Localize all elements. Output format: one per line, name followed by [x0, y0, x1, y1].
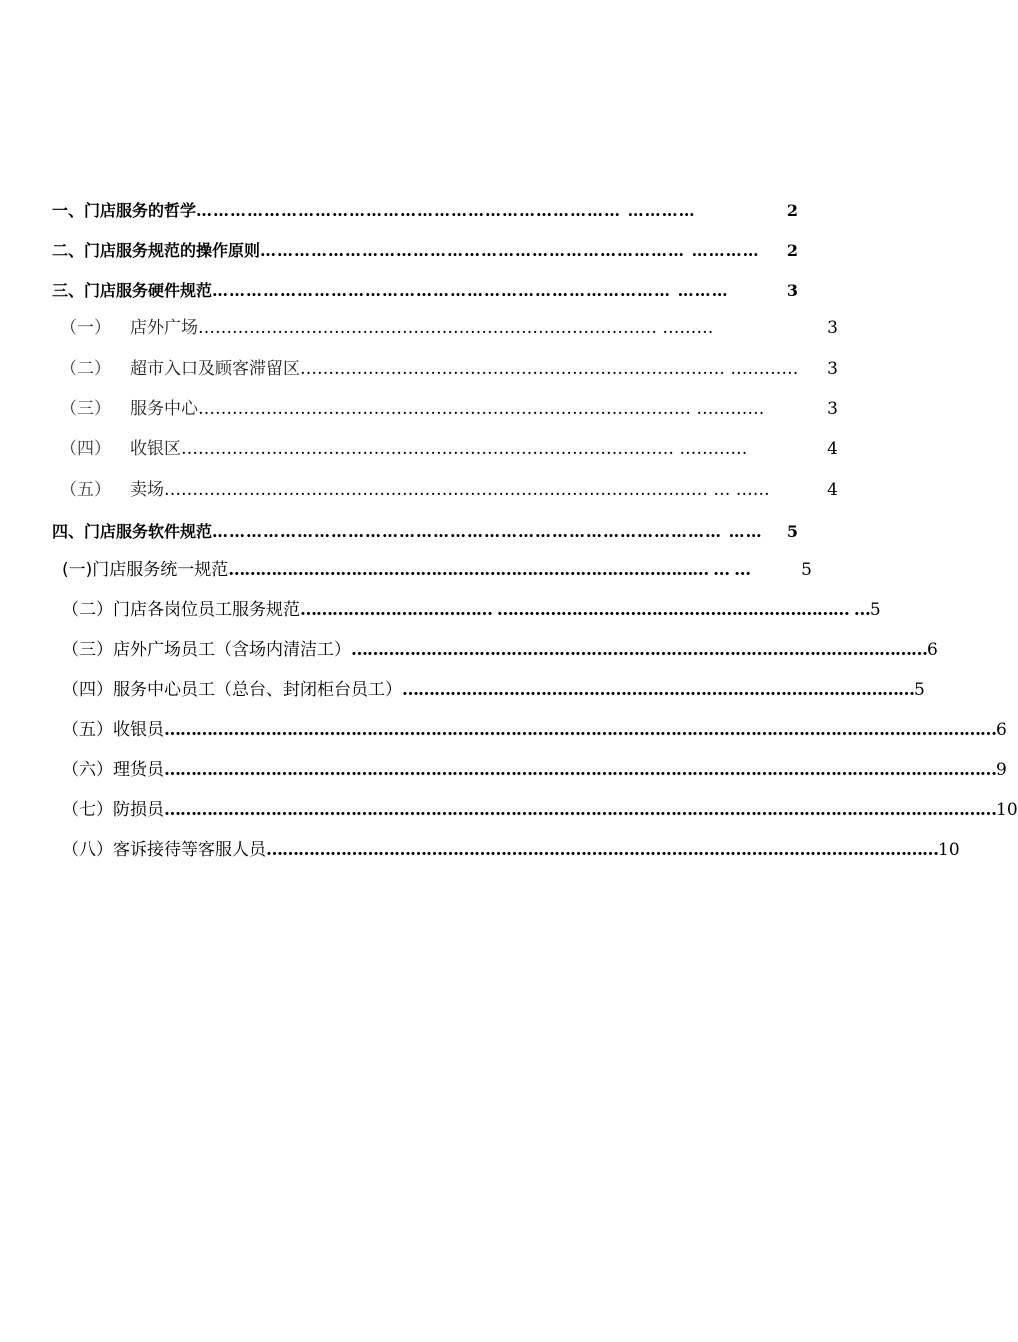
toc-leader-dots: ………………………………………………………………………………………………………………………………………… [164, 720, 996, 740]
toc-item-label: 店外广场 [130, 318, 198, 338]
toc-leader-dots: ……………………………………………………………………………………………… [351, 640, 927, 660]
toc-item-hardware-1[interactable] [60, 313, 838, 343]
toc-item-label: （六）理货员 [62, 760, 164, 780]
toc-leader-dots: …………………………………………………………………………… ………… [198, 399, 765, 419]
toc-item-number: （一） [60, 318, 111, 338]
toc-leader-dots: ……………………………… ………………………………………………………… … [300, 600, 870, 620]
toc-page-number: 3 [827, 359, 838, 379]
toc-item-software-1[interactable] [62, 555, 812, 585]
toc-page-number: 10 [996, 800, 1018, 820]
toc-leader-dots: ………………………………………………………………………………………………………………………………………… [164, 800, 996, 820]
toc-page-number: 3 [786, 281, 798, 300]
toc-item-hardware-5[interactable] [60, 475, 838, 505]
toc-page-number: 4 [827, 439, 838, 459]
toc-page-number: 2 [786, 241, 798, 260]
toc-page-number: 9 [996, 760, 1007, 780]
toc-item-software-4[interactable] [62, 675, 925, 705]
toc-item-label: （二）门店各岗位员工服务规范 [62, 600, 300, 620]
toc-section-label: 二、门店服务规范的操作原则 [52, 241, 261, 260]
toc-item-label: （五）收银员 [62, 720, 164, 740]
toc-leader-dots: ……………………………………………………………………………… …… [212, 522, 763, 541]
toc-leader-dots: …………………………………………………………………………………… [402, 680, 914, 700]
toc-item-label: （八）客诉接待等客服人员 [62, 840, 266, 860]
toc-page-number: 2 [786, 201, 798, 220]
toc-section-label: 三、门店服务硬件规范 [52, 281, 213, 300]
toc-page-number: 3 [827, 399, 838, 419]
toc-leader-dots: ………………………………………………………………… ………… [196, 201, 696, 220]
toc-leader-dots: ……………………………………………………………………… ……… [212, 281, 729, 300]
toc-page-number: 6 [996, 720, 1007, 740]
toc-item-software-6[interactable] [62, 755, 1007, 785]
toc-item-label: 卖场 [130, 480, 164, 500]
toc-section-2[interactable] [52, 236, 798, 266]
toc-page-number: 5 [786, 522, 798, 541]
toc-page-number: 5 [801, 560, 812, 580]
toc-section-label: 四、门店服务软件规范 [52, 522, 213, 541]
toc-item-label: 超市入口及顾客滞留区 [130, 359, 300, 379]
toc-page-number: 3 [827, 318, 838, 338]
toc-item-number: （三） [60, 399, 111, 419]
toc-item-label: （七）防损员 [62, 800, 164, 820]
toc-item-label: 收银区 [130, 439, 181, 459]
toc-section-4[interactable] [52, 517, 798, 547]
toc-item-label: (一)门店服务统一规范 [62, 560, 229, 580]
toc-section-1[interactable] [52, 196, 798, 226]
toc-leader-dots: ……………………………………………………………………………… … … [228, 560, 751, 580]
toc-item-software-7[interactable] [62, 795, 1018, 825]
toc-item-label: （四）服务中心员工（总台、封闭柜台员工） [62, 680, 402, 700]
toc-item-number: （四） [60, 439, 111, 459]
toc-section-label: 一、门店服务的哲学 [52, 201, 197, 220]
toc-page-number: 10 [938, 840, 960, 860]
toc-leader-dots: ………………………………………………………………… ………… [260, 241, 760, 260]
toc-item-software-8[interactable] [62, 835, 960, 865]
toc-item-software-5[interactable] [62, 715, 1007, 745]
toc-page-number: 4 [827, 480, 838, 500]
toc-page-number: 5 [914, 680, 925, 700]
toc-page-number: 6 [927, 640, 938, 660]
toc-page-number: 5 [869, 600, 881, 620]
toc-leader-dots: …………………………………………………………………………… ………… [181, 439, 748, 459]
toc-item-label: （三）店外广场员工（含场内清洁工） [62, 640, 351, 660]
toc-item-number: （二） [60, 359, 111, 379]
toc-item-software-2[interactable] [62, 595, 881, 625]
toc-leader-dots: ……………………………………………………………………… ……… [198, 318, 714, 338]
toc-leader-dots: …………………………………………………………………………………… … …… [164, 480, 770, 500]
toc-item-label: 服务中心 [130, 399, 198, 419]
toc-item-hardware-3[interactable] [60, 394, 838, 424]
toc-item-hardware-4[interactable] [60, 434, 838, 464]
toc-item-hardware-2[interactable] [60, 354, 838, 384]
toc-item-number: （五） [60, 480, 111, 500]
toc-leader-dots: ……………………………………………………………………………………………………………… [266, 840, 938, 860]
toc-leader-dots: ………………………………………………………………… ………… [300, 359, 799, 379]
toc-leader-dots: ………………………………………………………………………………………………………………………………………… [164, 760, 996, 780]
toc-item-software-3[interactable] [62, 635, 938, 665]
toc-section-3[interactable] [52, 276, 798, 306]
